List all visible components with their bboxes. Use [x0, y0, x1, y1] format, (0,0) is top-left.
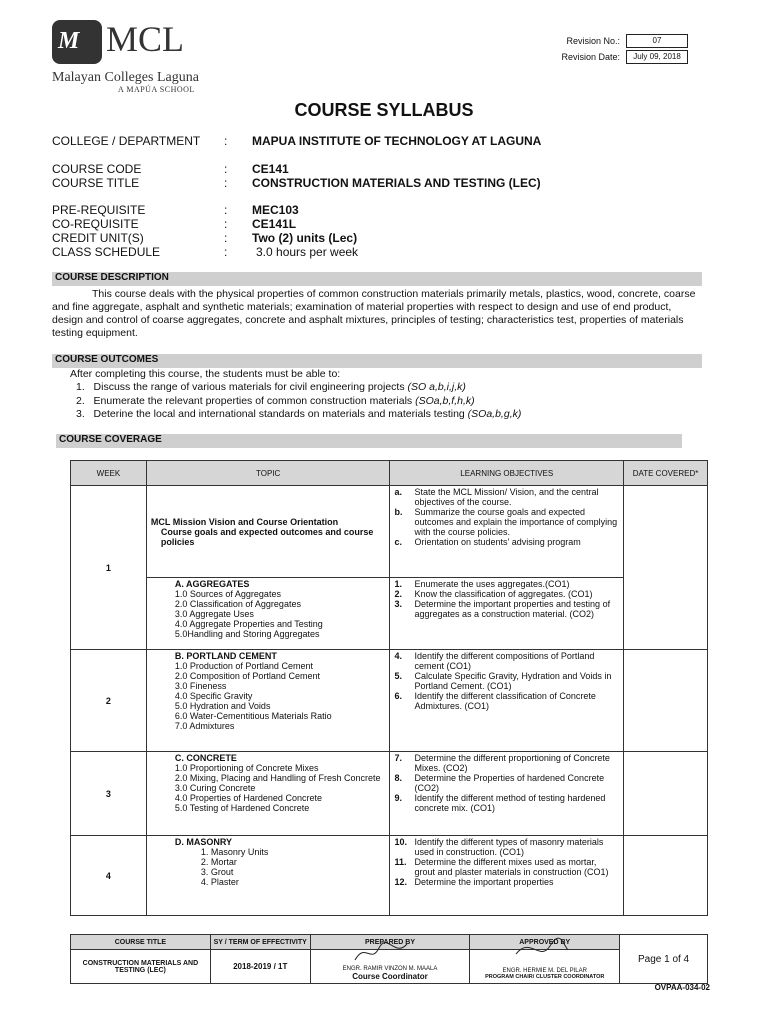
footer-table	[70, 934, 708, 984]
topic-item: 5.0 Testing of Hardened Concrete	[174, 803, 310, 813]
logo-mark-letter: M	[58, 28, 77, 54]
college-label: COLLEGE / DEPARTMENT	[52, 134, 201, 148]
topic-item: 3.0 Curing Concrete	[174, 783, 256, 793]
topic-item: 5.0Handling and Storing Aggregates	[174, 629, 320, 639]
date-cell	[624, 650, 708, 752]
outcome-text: Discuss the range of various materials for civil engineering projects	[93, 381, 405, 393]
logo-text: MCL	[106, 19, 185, 59]
col-date: DATE COVERED*	[624, 461, 708, 486]
topic-cell	[146, 486, 390, 578]
objective-text: Identify the different types of masonry materials used in construction. (CO1)	[414, 837, 604, 857]
footer-approved-label: APPROVED BY	[470, 935, 620, 950]
week-cell: 3	[71, 752, 147, 836]
objective-item	[394, 537, 619, 547]
date-cell	[624, 836, 708, 916]
revision-no-value: 07	[626, 34, 688, 48]
outcome-item	[76, 395, 475, 407]
outcome-item	[76, 408, 521, 420]
date-cell	[624, 752, 708, 836]
objective-text: Determine the different proportioning of Concrete Mixes. (CO2)	[414, 753, 610, 773]
objective-text: Orientation on students' advising program	[414, 537, 581, 547]
objective-number: 3.	[394, 599, 402, 609]
topic-cell	[146, 836, 390, 916]
week-cell: 4	[71, 836, 147, 916]
objective-item	[394, 651, 619, 671]
description-heading: COURSE DESCRIPTION	[55, 272, 169, 283]
outcome-so: (SO a,b,i,j,k)	[407, 381, 466, 393]
colon: :	[224, 217, 228, 231]
footer-course-title-label: COURSE TITLE	[71, 935, 211, 950]
topic-heading: C. CONCRETE	[174, 753, 237, 763]
objectives-cell	[390, 836, 624, 916]
objective-number: 5.	[394, 671, 402, 681]
objective-text: Summarize the course goals and expected outcomes and explain the importance of complying with the course policies.	[414, 507, 618, 537]
objective-item	[394, 507, 619, 537]
approver-role: PROGRAM CHAIR/ CLUSTER COORDINATOR	[485, 973, 605, 980]
objective-number: 6.	[394, 691, 402, 701]
prereq-value: MEC103	[252, 203, 299, 217]
outcome-item	[76, 381, 466, 393]
col-week: WEEK	[71, 461, 147, 486]
college-name: Malayan Colleges Laguna	[52, 70, 199, 85]
school-tag: A MAPÚA SCHOOL	[118, 85, 195, 94]
objective-letter: c.	[394, 537, 402, 547]
topic-item: 4.0 Properties of Hardened Concrete	[174, 793, 322, 803]
description-text: This course deals with the physical properties of common construction materials primarily metals, plastics, wood, concrete, coarse and fine aggregate, asphalt and synthetic materials; examination of material properties with respect to design and use of end product, design and control of coarse aggregates, concrete and asphalt mixtures, principles of testing; characteristics test, properties of materials testing equipment.	[52, 288, 696, 339]
objective-item	[394, 773, 619, 793]
topic-item: 2. Mortar	[200, 857, 237, 867]
colon: :	[224, 245, 228, 259]
credit-label: CREDIT UNIT(S)	[52, 231, 144, 245]
preparer-name: ENGR. RAMIR VINZON M. MAALA	[342, 966, 438, 972]
footer-sy: 2018-2019 / 1T	[210, 950, 310, 984]
college-value: MAPUA INSTITUTE OF TECHNOLOGY AT LAGUNA	[252, 134, 542, 148]
objective-number: 12.	[394, 877, 407, 887]
objective-item	[394, 793, 619, 813]
topic-heading: A. AGGREGATES	[174, 579, 250, 589]
objective-item	[394, 589, 619, 599]
objective-letter: a.	[394, 487, 402, 497]
approver-signature	[510, 936, 570, 962]
objective-item	[394, 837, 619, 857]
outcome-number: 3.	[76, 408, 85, 420]
objective-letter: b.	[394, 507, 403, 517]
topic-item: 4.0 Specific Gravity	[174, 691, 253, 701]
outcome-number: 2.	[76, 395, 85, 407]
topic-cell	[146, 578, 390, 650]
objective-number: 10.	[394, 837, 407, 847]
topic-heading: MCL Mission Vision and Course Orientation	[150, 516, 339, 527]
footer-preparer-cell	[310, 950, 470, 984]
table-header-row	[71, 461, 708, 486]
col-topic: TOPIC	[146, 461, 390, 486]
objective-number: 7.	[394, 753, 402, 763]
objectives-cell	[390, 752, 624, 836]
table-row	[71, 578, 708, 650]
topic-item: 2.0 Mixing, Placing and Handling of Fresh Concrete	[174, 773, 381, 783]
topic-item: 4.0 Aggregate Properties and Testing	[174, 619, 323, 629]
footer-sy-label: SY / TERM OF EFFECTIVITY	[210, 935, 310, 950]
table-row	[71, 650, 708, 752]
footer-prepared-label: PREPARED BY	[310, 935, 470, 950]
topic-item: 3. Grout	[200, 867, 234, 877]
approver-name: ENGR. HERMIE M. DEL PILAR	[502, 967, 587, 974]
objective-text: Identify the different classification of Concrete Admixtures. (CO1)	[414, 691, 596, 711]
coreq-value: CE141L	[252, 217, 297, 231]
revision-no-label: Revision No.:	[566, 36, 620, 46]
objective-text: Determine the different mixes used as mortar, grout and plaster materials in construction (CO1)	[414, 857, 609, 877]
description-heading-bar	[52, 272, 702, 286]
outcomes-heading: COURSE OUTCOMES	[55, 354, 159, 365]
footer-approver-cell	[470, 950, 620, 984]
col-objectives: LEARNING OBJECTIVES	[390, 461, 624, 486]
objective-text: Identify the different method of testing hardened concrete mix. (CO1)	[414, 793, 606, 813]
week-cell: 1	[71, 486, 147, 650]
topic-item: 1.0 Production of Portland Cement	[174, 661, 313, 671]
objective-text: Determine the Properties of hardened Concrete (CO2)	[414, 773, 605, 793]
preparer-role: Course Coordinator	[352, 972, 428, 981]
objective-text: Calculate Specific Gravity, Hydration and Voids in Portland Cement. (CO1)	[414, 671, 612, 691]
objectives-cell	[390, 578, 624, 650]
coreq-label: CO-REQUISITE	[52, 217, 139, 231]
outcomes-heading-bar	[52, 354, 702, 368]
objective-item	[394, 857, 619, 877]
mcl-logo-mark	[52, 20, 102, 64]
course-coverage-table	[70, 460, 708, 916]
course-code-value: CE141	[252, 162, 289, 176]
objective-number: 9.	[394, 793, 402, 803]
course-title-label: COURSE TITLE	[52, 176, 140, 190]
schedule-value: 3.0 hours per week	[256, 245, 359, 259]
objective-number: 2.	[394, 589, 402, 599]
outcome-number: 1.	[76, 381, 85, 393]
objective-text: Determine the important properties and testing of aggregates as a construction material. (CO2)	[414, 599, 611, 619]
objective-item	[394, 599, 619, 619]
objective-number: 4.	[394, 651, 402, 661]
footer-course-title: CONSTRUCTION MATERIALS AND TESTING (LEC)	[71, 950, 211, 984]
prereq-label: PRE-REQUISITE	[52, 203, 146, 217]
table-row	[71, 836, 708, 916]
topic-heading: B. PORTLAND CEMENT	[174, 651, 277, 661]
colon: :	[224, 231, 228, 245]
objective-text: Know the classification of aggregates. (CO1)	[414, 589, 593, 599]
revision-date-value: July 09, 2018	[626, 50, 688, 64]
topic-item: 1.0 Proportioning of Concrete Mixes	[174, 763, 319, 773]
page-title: COURSE SYLLABUS	[294, 100, 474, 120]
objective-text: Identify the different compositions of Portland cement (CO1)	[414, 651, 595, 671]
colon: :	[224, 203, 228, 217]
colon: :	[224, 176, 228, 190]
course-title-value: CONSTRUCTION MATERIALS AND TESTING (LEC)	[252, 176, 541, 190]
outcome-so: (SOa,b,g,k)	[467, 408, 522, 420]
objective-item	[394, 579, 619, 589]
objective-text: Enumerate the uses aggregates.(CO1)	[414, 579, 570, 589]
form-code: OVPAA-034-02	[654, 983, 710, 992]
schedule-label: CLASS SCHEDULE	[52, 245, 161, 259]
objective-number: 1.	[394, 579, 402, 589]
footer-value-row	[71, 950, 708, 984]
topic-item: 4. Plaster	[200, 877, 239, 887]
course-code-label: COURSE CODE	[52, 162, 142, 176]
outcome-so: (SOa,b,f,h,k)	[415, 395, 475, 407]
outcome-text: Enumerate the relevant properties of common construction materials	[93, 395, 413, 407]
topic-item: 6.0 Water-Cementitious Materials Ratio	[174, 711, 332, 721]
topic-cell	[146, 752, 390, 836]
topic-item: 1. Masonry Units	[200, 847, 269, 857]
page-number: Page 1 of 4	[620, 935, 708, 984]
objective-number: 11.	[394, 857, 407, 867]
topic-item: 1.0 Sources of Aggregates	[174, 589, 281, 599]
coverage-heading: COURSE COVERAGE	[59, 434, 162, 445]
table-row	[71, 752, 708, 836]
topic-item: 2.0 Composition of Portland Cement	[174, 671, 320, 681]
colon: :	[224, 162, 228, 176]
objectives-cell	[390, 486, 624, 578]
objective-item	[394, 753, 619, 773]
topic-item: 5.0 Hydration and Voids	[174, 701, 271, 711]
topic-item: 2.0 Classification of Aggregates	[174, 599, 301, 609]
outcome-text: Deterine the local and international standards on materials and materials testing	[93, 408, 465, 420]
topic-item: 7.0 Admixtures	[174, 721, 235, 731]
objectives-cell	[390, 650, 624, 752]
objective-number: 8.	[394, 773, 402, 783]
credit-value: Two (2) units (Lec)	[252, 231, 358, 245]
coverage-heading-bar	[56, 434, 682, 448]
colon: :	[224, 134, 228, 148]
outcomes-intro: After completing this course, the students must be able to:	[70, 368, 341, 380]
topic-subheading: Course goals and expected outcomes and course policies	[160, 526, 374, 547]
objective-text: Determine the important properties	[414, 877, 554, 887]
week-cell: 2	[71, 650, 147, 752]
table-row	[71, 486, 708, 578]
date-cell	[624, 486, 708, 650]
topic-item: 3.0 Fineness	[174, 681, 227, 691]
objective-item	[394, 487, 619, 507]
preparer-signature	[351, 940, 411, 966]
topic-heading: D. MASONRY	[174, 837, 233, 847]
revision-date-label: Revision Date:	[561, 52, 620, 62]
topic-item: 3.0 Aggregate Uses	[174, 609, 254, 619]
objective-item	[394, 671, 619, 691]
objective-text: State the MCL Mission/ Vision, and the central objectives of the course.	[414, 487, 599, 507]
objective-item	[394, 877, 619, 887]
objective-item	[394, 691, 619, 711]
topic-cell	[146, 650, 390, 752]
